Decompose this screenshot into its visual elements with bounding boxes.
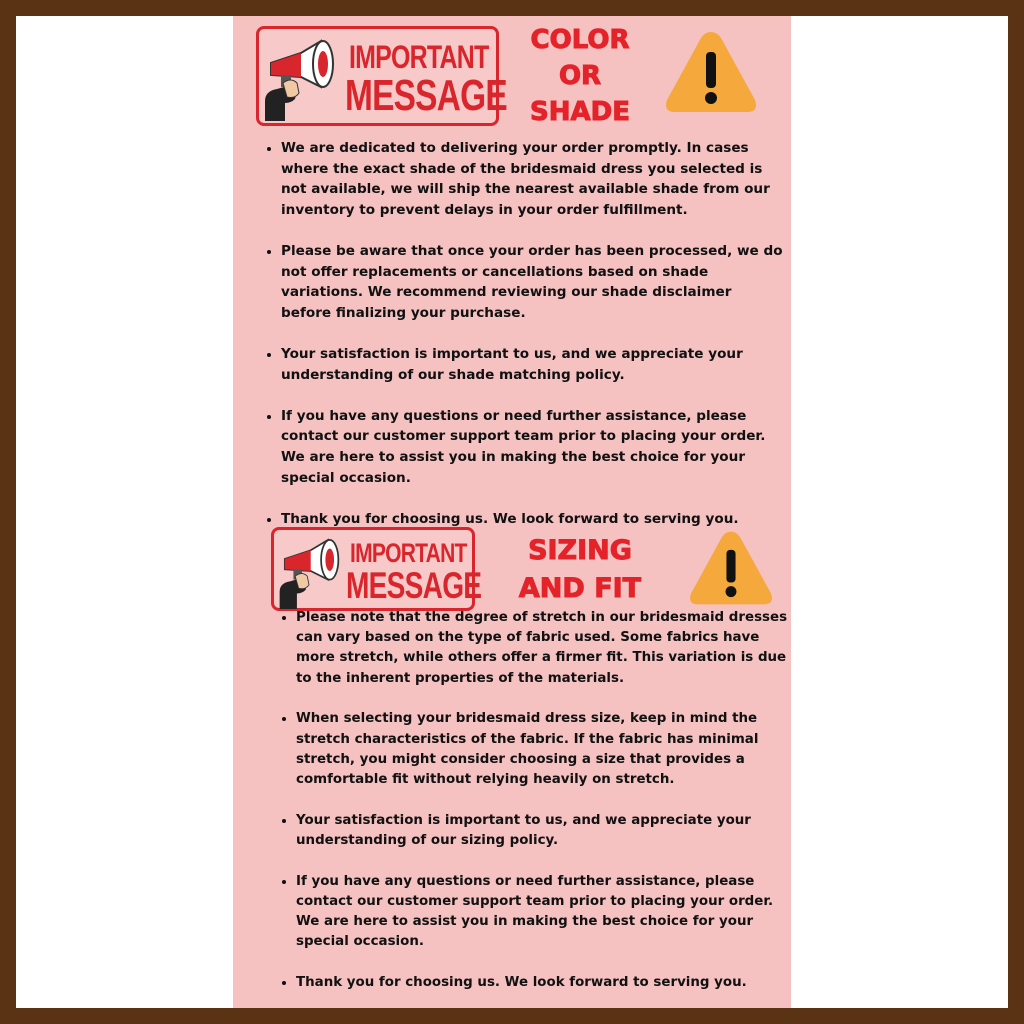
important-message-badge [256, 26, 507, 126]
important-message-badge [271, 527, 482, 611]
sizing-policy-list [276, 608, 791, 1014]
heading-line: COLOR [530, 25, 630, 55]
list-item: • Your satisfaction is important to us, and we appreciate your understanding of our sizing policy. [296, 811, 791, 851]
badge-important-text: IMPORTANT [350, 538, 467, 568]
heading-line: SIZING [528, 535, 632, 566]
list-item: • Thank you for choosing us. We look forward to serving you. [296, 973, 791, 993]
list-item: • Please be aware that once your order has been processed, we do not offer replacements or cancellations based on shade variations. We recommend reviewing our shade disclaimer before finalizing your purchase. [281, 241, 786, 323]
shade-policy-list [261, 138, 786, 550]
list-item: • Please note that the degree of stretch in our bridesmaid dresses can vary based on the type of fabric used. Some fabrics have more stretch, while others offer a firmer fit. This variation is due to the inherent properties of the materials. [296, 608, 791, 689]
heading-line: AND FIT [518, 573, 642, 604]
megaphone-icon [261, 33, 337, 121]
badge-important-text: IMPORTANT [349, 39, 489, 75]
warning-icon [663, 28, 759, 116]
list-item: • If you have any questions or need further assistance, please contact our customer support team prior to placing your order. We are here to assist you in making the best choice for your special occasion. [296, 872, 791, 953]
heading-line: SHADE [530, 97, 630, 127]
badge-message-text: MESSAGE [345, 71, 507, 120]
heading-line: OR [558, 61, 602, 91]
list-item: • Your satisfaction is important to us, and we appreciate your understanding of our shade matching policy. [281, 344, 786, 385]
megaphone-icon [276, 533, 342, 609]
list-item: • We are dedicated to delivering your order promptly. In cases where the exact shade of the bridesmaid dress you selected is not available, we will ship the nearest available shade from our inventory to prevent delays in your order fulfillment. [281, 138, 786, 220]
list-item: • When selecting your bridesmaid dress size, keep in mind the stretch characteristics of the fabric. If the fabric has minimal stretch, you might consider choosing a size that provides a comfortable fit without relying heavily on stretch. [296, 709, 791, 790]
section-heading [510, 22, 650, 130]
list-item: • Thank you for choosing us. We look forward to serving you. [281, 509, 786, 530]
list-item: • If you have any questions or need further assistance, please contact our customer support team prior to placing your order. We are here to assist you in making the best choice for your special occasion. [281, 406, 786, 488]
section-heading [500, 532, 660, 608]
badge-message-text: MESSAGE [346, 565, 482, 606]
warning-icon [687, 528, 775, 608]
